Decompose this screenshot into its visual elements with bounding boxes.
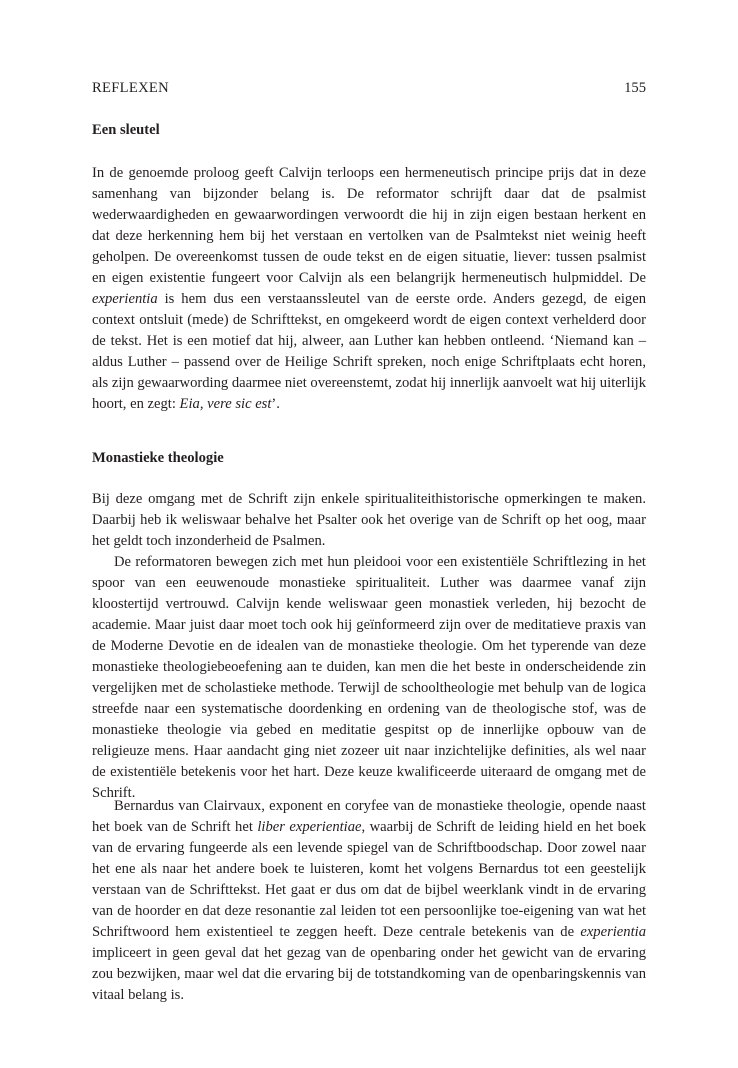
section-heading-monastieke-theologie: Monastieke theologie [92,450,224,466]
italic-term: experientia [580,924,646,940]
paragraph-monastieke-2: De reformatoren bewegen zich met hun pleidooi voor een existentiële Schriftlezing in het spoor van een eeuwenoude monastieke spiritualiteit. Luther was daarmee vanaf zijn kloostertijd vertrouwd. Calvijn kende weliswaar geen monastiek verleden, hij bezocht de academie. Maar juist daar moet toch ook hij geïnformeerd zijn over de meditatieve praxis van de Moderne Devotie en de idealen van de monastieke theologie. Om het typerende van deze monastieke theologiebeoefening aan te duiden, kan men die het beste in onderscheidende zin vergelijken met de scholastieke methode. Terwijl de schooltheologie met behulp van de logica streefde naar een systematische doordenking en ordening van de theologische stof, was de monastieke theologie via gebed en meditatie gespitst op de innerlijke opbouw van de religieuze mens. Haar aandacht ging niet zozeer uit naar inzichtelijke definities, als wel naar de existentiële betekenis voor het hart. Deze keuze kwalificeerde uiteraard de omgang met de Schrift. [92,554,646,801]
italic-term: liber experientiae [257,819,362,835]
text-run: , waarbij de Schrift de leiding hield en het boek van de ervaring fungeerde als een levende spiegel van de Schriftboodschap. Door zowel naar het ene als naar het andere boek te luisteren, komt het volgens Bernardus tot een geestelijk verstaan van de Schrifttekst. Het gaat er dus om dat de bijbel weerklank vindt in de ervaring van de hoorder en dat deze resonantie zal leiden tot een persoonlijke toe-eigening van wat het Schriftwoord hem existentieel te zeggen heeft. Deze centrale betekenis van de [92,819,647,940]
page-number: 155 [624,80,646,96]
running-title: REFLEXEN [92,80,169,96]
section-heading-een-sleutel: Een sleutel [92,122,160,138]
text-run: ’. [271,396,280,412]
italic-term: experientia [92,291,158,307]
text-run: , [199,396,208,412]
italic-term: Eia [179,396,200,412]
text-run: impliceert in geen geval dat het gezag van de openbaring onder het gewicht van de ervaring zou bezwijken, maar wel dat die ervaring bij de totstandkoming van de openbaringskennis van vitaal belang is. [92,945,646,1003]
text-run: In de genoemde proloog geeft Calvijn terloops een hermeneutisch principe prijs dat in deze samenhang van bijzonder belang is. De reformator schrijft daar dat de psalmist wederwaardigheden en gewaarwordingen verwoordt die hij in zijn eigen bestaan herkent en dat deze herkenning hem bij het verstaan en vertolken van de Psalmtekst niet weinig heeft geholpen. De overeenkomst tussen de oude tekst en de eigen situatie, liever: tussen psalmist en eigen existentie fungeert voor Calvijn als een belangrijk hermeneutisch hulpmiddel. De [92,165,646,286]
text-run: is hem dus een verstaanssleutel van de eerste orde. Anders gezegd, de eigen context ontsluit (mede) de Schrifttekst, en omgekeerd wordt de eigen context verhelderd door de tekst. Het is een motief dat hij, alweer, aan Luther kan hebben ontleend. ‘Niemand kan – aldus Luther – passend over de Heilige Schrift spreken, noch enige Schriftplaats echt horen, als zijn gewaarwording daarmee niet overeenstemt, zodat hij innerlijk aanvoelt wat hij uiterlijk hoort, en zegt: [92,291,646,412]
italic-term: vere sic est [207,396,272,412]
text-run: Bernardus van Clairvaux, exponent en coryfee van de monastieke theologie, opende naast het boek van de Schrift het [92,798,646,835]
paragraph-monastieke-3 [92,796,646,1006]
paragraph-monastieke-1: Bij deze omgang met de Schrift zijn enkele spiritualiteithistorische opmerkingen te maken. Daarbij heb ik weliswaar behalve het Psalter ook het overige van de Schrift op het oog, maar het geldt toch inzonderheid de Psalmen. [92,491,646,549]
paragraph-een-sleutel-1 [92,163,646,415]
